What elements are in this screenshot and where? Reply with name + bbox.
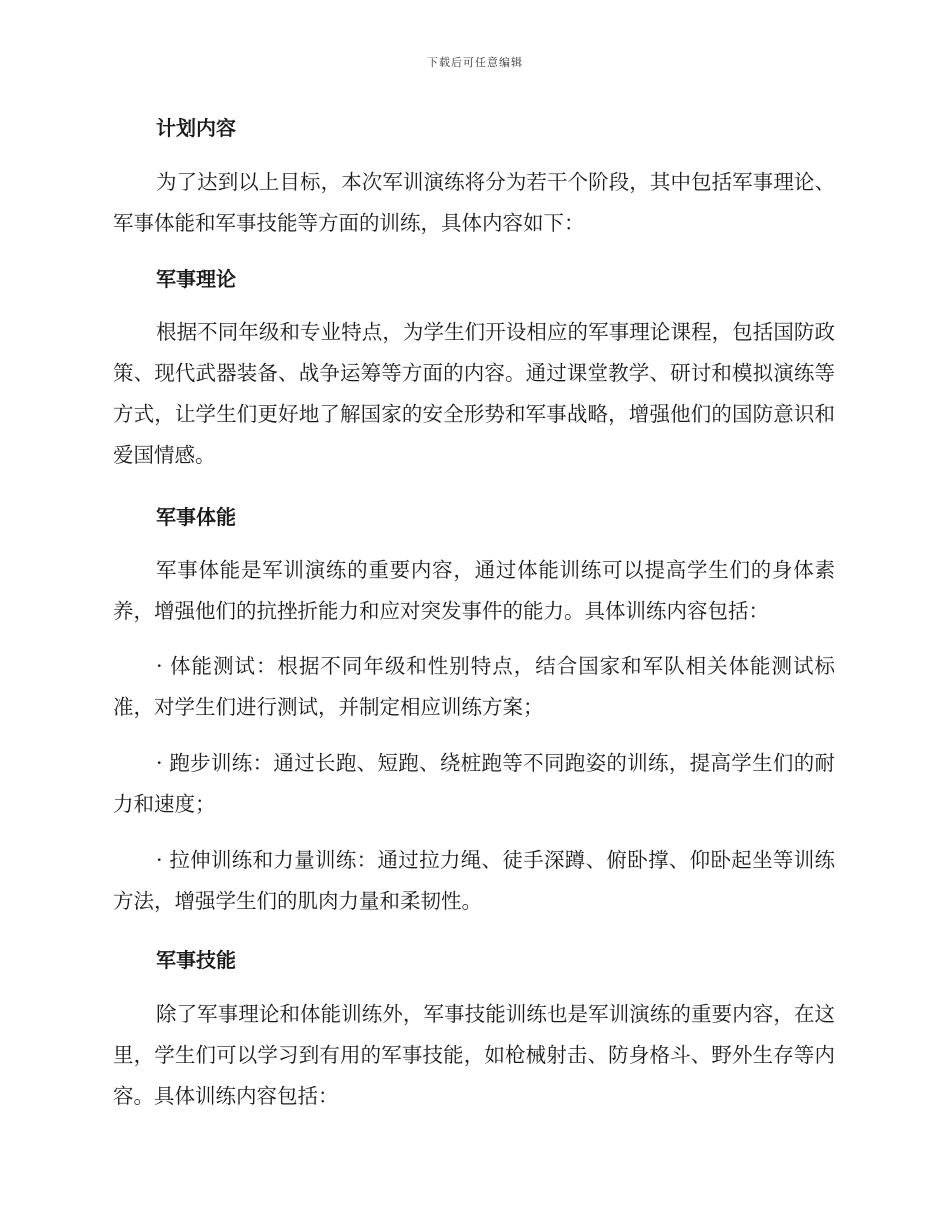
section-heading-skills: 军事技能 [156,948,236,972]
paragraph-fitness-intro: 军事体能是军训演练的重要内容，通过体能训练可以提高学生们的身体素养，增强他们的抗挫折能力和应对突发事件的能力。具体训练内容包括： [113,558,835,623]
paragraph-plan-intro: 为了达到以上目标，本次军训演练将分为若干个阶段，其中包括军事理论、军事体能和军事技能等方面的训练，具体内容如下： [113,170,835,235]
list-item-running: · 跑步训练：通过长跑、短跑、绕桩跑等不同跑姿的训练，提高学生们的耐力和速度； [113,751,835,816]
list-item-strength: · 拉伸训练和力量训练：通过拉力绳、徒手深蹲、俯卧撑、仰卧起坐等训练方法，增强学生们的肌肉力量和柔韧性。 [113,848,835,913]
list-item-fitness-test: · 体能测试：根据不同年级和性别特点，结合国家和军队相关体能测试标准，对学生们进行测试，并制定相应训练方案； [113,654,835,719]
page-header-note: 下载后可任意编辑 [427,56,523,69]
section-heading-fitness: 军事体能 [156,505,236,529]
paragraph-theory: 根据不同年级和专业特点，为学生们开设相应的军事理论课程，包括国防政策、现代武器装备、战争运筹等方面的内容。通过课堂教学、研讨和模拟演练等方式，让学生们更好地了解国家的安全形势和军事战略，增强他们的国防意识和爱国情感。 [113,320,835,467]
paragraph-skills-intro: 除了军事理论和体能训练外，军事技能训练也是军训演练的重要内容，在这里，学生们可以学习到有用的军事技能，如枪械射击、防身格斗、野外生存等内容。具体训练内容包括： [113,1002,835,1108]
section-heading-plan: 计划内容 [156,116,236,140]
section-heading-theory: 军事理论 [156,267,236,291]
